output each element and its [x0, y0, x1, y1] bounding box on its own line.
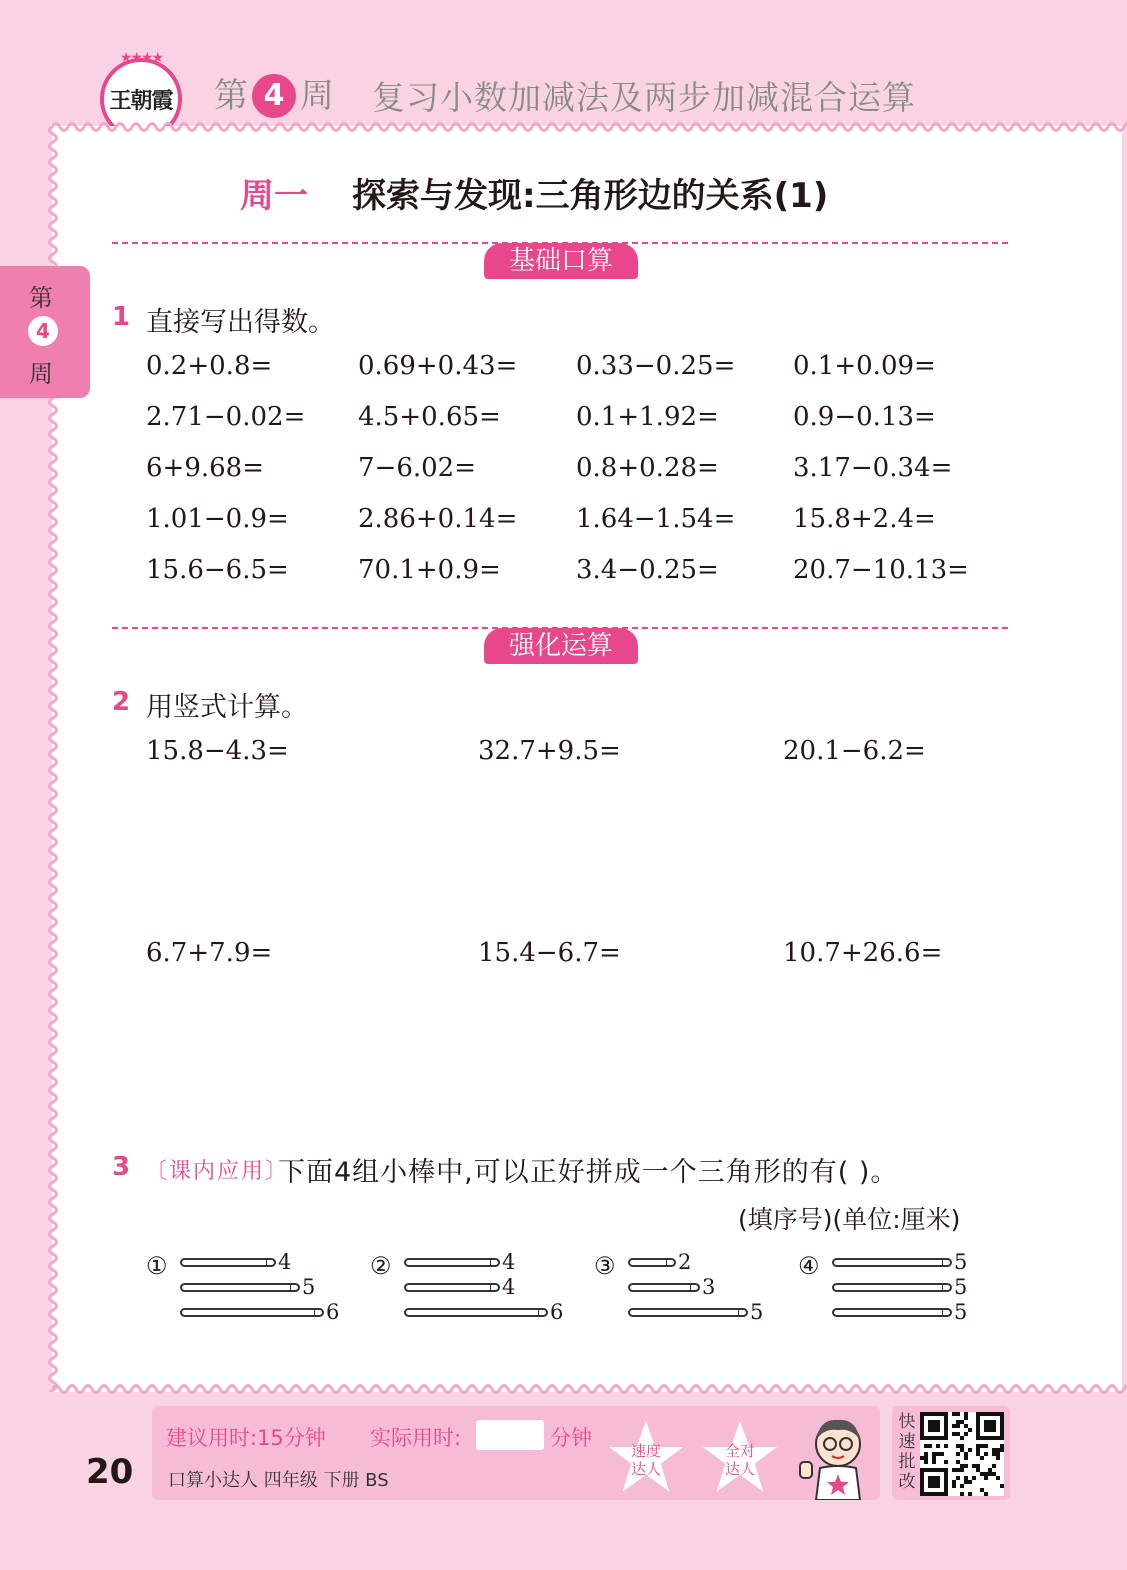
vertical-calc-problem: 10.7+26.6=	[783, 938, 943, 968]
stick	[832, 1258, 952, 1267]
stick-length-label: 5	[954, 1250, 968, 1274]
oral-calc-problem: 20.7−10.13=	[793, 555, 969, 585]
stick	[628, 1283, 700, 1292]
oral-calc-problem: 3.4−0.25=	[576, 555, 719, 585]
vertical-calc-problem: 20.1−6.2=	[783, 736, 926, 766]
oral-calc-problem: 1.64−1.54=	[576, 504, 736, 534]
question-number: 2	[112, 687, 131, 717]
logo-text: 王朝霞	[109, 88, 173, 114]
oral-calc-problem: 0.1+0.09=	[793, 351, 936, 381]
stick	[832, 1308, 952, 1317]
question-text: 下面4组小棒中,可以正好拼成一个三角形的有( )。	[278, 1157, 899, 1188]
question-text: 直接写出得数。	[146, 307, 335, 338]
crown-icon: ★★★★	[119, 50, 163, 66]
vertical-calc-problem: 15.4−6.7=	[478, 938, 621, 968]
oral-calc-problem: 0.33−0.25=	[576, 351, 736, 381]
qr-code-icon[interactable]	[920, 1412, 1004, 1496]
wavy-border-bottom	[52, 1380, 1127, 1398]
stick-group-label: ③	[594, 1252, 616, 1280]
side-tab-text: 第	[29, 284, 53, 312]
stick-length-label: 5	[954, 1275, 968, 1299]
stick-length-label: 5	[302, 1275, 316, 1299]
stick	[628, 1308, 748, 1317]
week-title: 复习小数加减法及两步加减混合运算	[372, 78, 916, 117]
actual-time-unit: 分钟	[550, 1426, 592, 1450]
wavy-border-top	[52, 118, 1127, 136]
oral-calc-problem: 0.69+0.43=	[358, 351, 518, 381]
week-suffix: 周	[300, 76, 334, 116]
stick	[404, 1283, 500, 1292]
section-label: 强化运算	[484, 628, 638, 664]
oral-calc-problem: 2.86+0.14=	[358, 504, 518, 534]
stick-length-label: 6	[326, 1300, 340, 1324]
actual-time-field[interactable]	[476, 1420, 544, 1450]
stick	[180, 1283, 300, 1292]
stick	[832, 1283, 952, 1292]
oral-calc-problem: 15.6−6.5=	[146, 555, 289, 585]
actual-time-label: 实际用时:	[370, 1426, 462, 1450]
question-note: (填序号)(单位:厘米)	[738, 1205, 961, 1234]
oral-calc-problem: 1.01−0.9=	[146, 504, 289, 534]
vertical-calc-problem: 32.7+9.5=	[478, 736, 621, 766]
oral-calc-problem: 6+9.68=	[146, 453, 265, 483]
page-number: 20	[86, 1452, 134, 1492]
quick-grading-label: 快速批改	[898, 1412, 916, 1492]
question-tag: 〔课内应用〕	[145, 1159, 290, 1184]
week-side-tab	[0, 266, 90, 398]
oral-calc-problem: 70.1+0.9=	[358, 555, 501, 585]
oral-calc-problem: 0.9−0.13=	[793, 402, 936, 432]
side-tab-number: 4	[28, 316, 58, 346]
oral-calc-problem: 7−6.02=	[358, 453, 477, 483]
week-prefix: 第	[214, 76, 248, 116]
stick	[628, 1258, 676, 1267]
stick-length-label: 5	[954, 1300, 968, 1324]
stick	[180, 1308, 324, 1317]
stick	[404, 1258, 500, 1267]
lesson-day: 周一	[240, 176, 308, 216]
stick-length-label: 2	[678, 1250, 692, 1274]
stick-group-label: ①	[146, 1252, 168, 1280]
question-number: 1	[112, 302, 131, 332]
stick-length-label: 4	[502, 1275, 516, 1299]
lesson-title: 探索与发现:三角形边的关系(1)	[352, 176, 829, 216]
stick-length-label: 6	[550, 1300, 564, 1324]
oral-calc-problem: 0.1+1.92=	[576, 402, 719, 432]
side-tab-text: 周	[29, 360, 53, 388]
oral-calc-problem: 3.17−0.34=	[793, 453, 953, 483]
stick-length-label: 5	[750, 1300, 764, 1324]
book-info: 口算小达人 四年级 下册 BS	[168, 1470, 389, 1491]
stick-length-label: 3	[702, 1275, 716, 1299]
speed-badge-label: 速度达人	[630, 1442, 661, 1478]
stick-group-label: ②	[370, 1252, 392, 1280]
oral-calc-problem: 2.71−0.02=	[146, 402, 306, 432]
stick	[404, 1308, 548, 1317]
kid-mascot-icon	[790, 1410, 880, 1500]
oral-calc-problem: 0.8+0.28=	[576, 453, 719, 483]
question-number: 3	[112, 1152, 131, 1182]
vertical-calc-problem: 6.7+7.9=	[146, 938, 273, 968]
oral-calc-problem: 0.2+0.8=	[146, 351, 273, 381]
stick-length-label: 4	[278, 1250, 292, 1274]
week-heading	[214, 68, 334, 118]
question-text: 用竖式计算。	[146, 692, 308, 723]
suggested-time: 建议用时:15分钟	[166, 1426, 326, 1450]
stick-length-label: 4	[502, 1250, 516, 1274]
stick-group-label: ④	[798, 1252, 820, 1280]
week-number-badge: 4	[252, 74, 296, 118]
section-label: 基础口算	[484, 243, 638, 279]
correct-badge-label: 全对达人	[724, 1442, 755, 1478]
vertical-calc-problem: 15.8−4.3=	[146, 736, 289, 766]
oral-calc-problem: 15.8+2.4=	[793, 504, 936, 534]
oral-calc-problem: 4.5+0.65=	[358, 402, 501, 432]
stick	[180, 1258, 276, 1267]
